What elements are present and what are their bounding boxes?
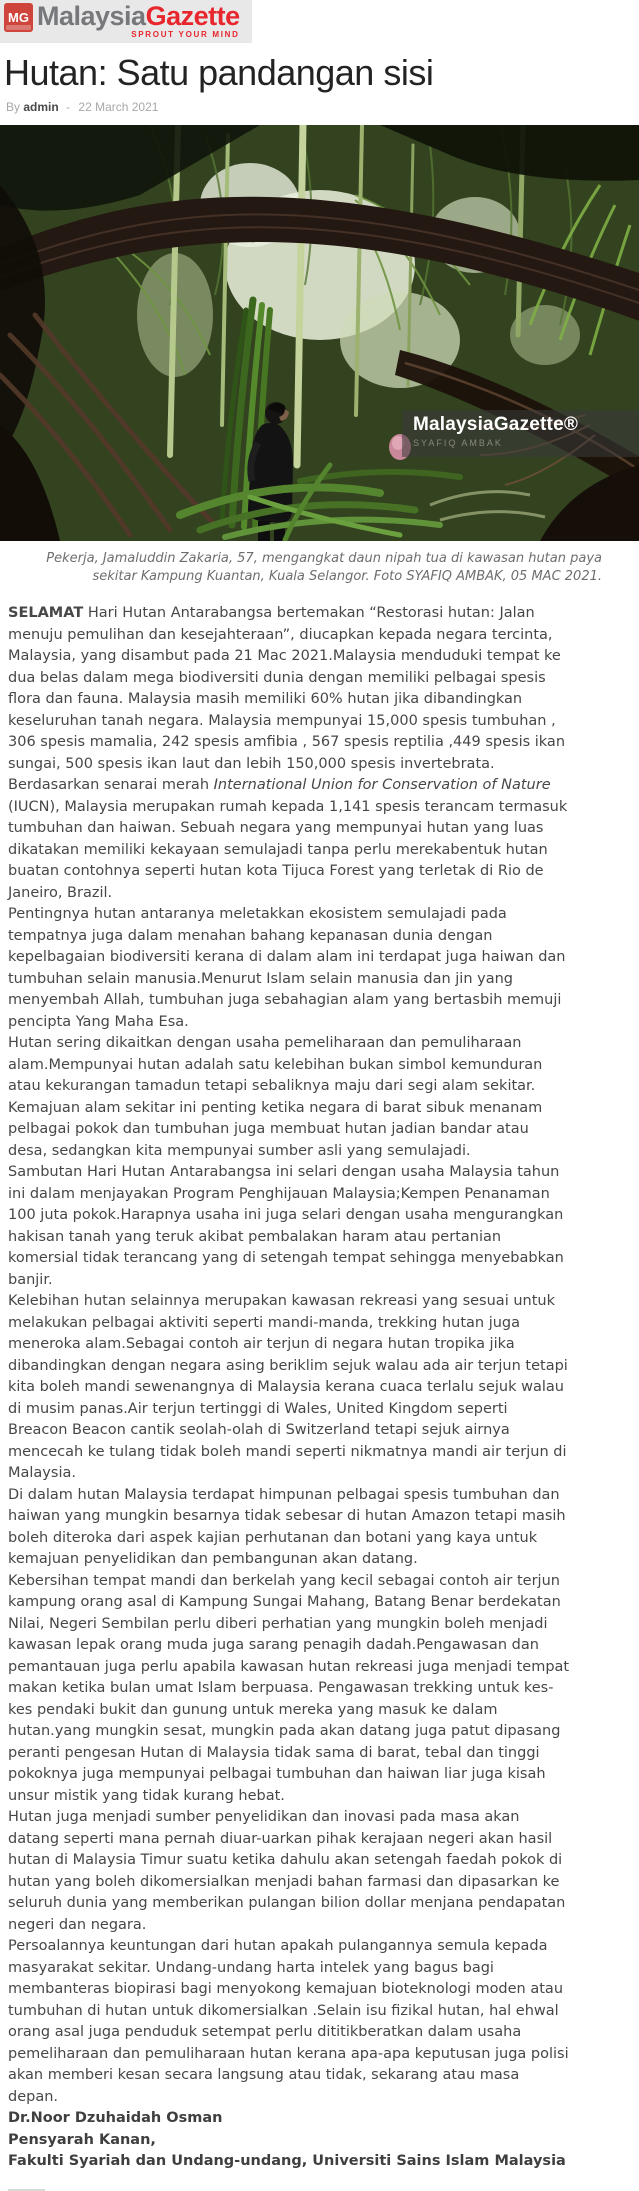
paragraph-9: Hutan juga menjadi sumber penyelidikan dan inovasi pada masa akan datang seperti mana pernah diuar-uarkan pihak kerajaan negeri akan hasil hutan di Malaysia Timur suatu ketika dahulu akan setengah faedah pokok di hutan yang boleh dikomersialkan menjadi bahan farmasi dan dipasarkan ke seluruh dunia yang memberikan pulangan bilion dollar menjana pendapatan negeri dan negara. bbox=[8, 1809, 566, 1933]
paragraph-4: Hutan sering dikaitkan dengan usaha pemeliharaan dan pemuliharaan alam.Mempunyai hutan adalah satu kelebihan bukan simbol kemunduran atau kekurangan tamadun tetapi sebaliknya maju dari segi alam sekitar. Kemajuan alam sekitar ini penting ketika negara di barat sibuk menanam pelbagai pokok dan tumbuhan juga membuat hutan jadian bandar atau desa, sedangkan kita mempunyai sumber asli yang semulajadi. bbox=[8, 1035, 543, 1159]
logo-part-malaysia: Malaysia bbox=[37, 1, 146, 31]
byline-prefix: By bbox=[6, 100, 21, 115]
byline bbox=[6, 100, 639, 114]
publish-date: 22 March 2021 bbox=[78, 100, 159, 115]
paragraph-2 bbox=[8, 775, 570, 904]
image-caption: Pekerja, Jamaluddin Zakaria, 57, mengangkat daun nipah tua di kawasan hutan paya sekitar Kampung Kuantan, Kuala Selangor. Foto SYAFIQ AMBAK, 05 MAC 2021. bbox=[46, 551, 602, 585]
author-signature-faculty: Fakulti Syariah dan Undang-undang, Universiti Sains Islam Malaysia bbox=[8, 2153, 566, 2170]
mg-logo-text: MG bbox=[8, 10, 29, 25]
paragraph-7: Di dalam hutan Malaysia terdapat himpunan pelbagai spesis tumbuhan dan haiwan yang mungkin besarnya tidak sebesar di hutan Amazon tetapi masih boleh diteroka dari aspek kajian perhutanan dan botani yang kaya untuk kemajuan penyelidikan dan pembangunan akan datang. bbox=[8, 1486, 566, 1568]
paragraph-3: Pentingnya hutan antaranya meletakkan ekosistem semulajadi pada tempatnya juga dalam menahan bahang kepanasan dunia dengan kepelbagaian biodiversiti kerana di dalam alam ini terdapat juga haiwan dan tumbuhan selain manusia.Menurut Islam selain manusia dan jin yang menyembah Allah, tumbuhan juga sebahagian alam yang bertasbih memuji pencipta Yang Maha Esa. bbox=[8, 906, 566, 1030]
paragraph-2-pre: Berdasarkan senarai merah bbox=[8, 777, 214, 794]
logo-part-gazette: Gazette bbox=[145, 1, 240, 31]
watermark-credit: SYAFIQ AMBAK bbox=[413, 438, 503, 449]
site-logo[interactable] bbox=[0, 0, 252, 43]
featured-image-figure bbox=[0, 125, 639, 586]
paragraph-6: Kelebihan hutan selainnya merupakan kawasan rekreasi yang sesuai untuk melakukan pelbagai aktiviti seperti mandi-manda, trekking hutan juga meneroka alam.Sebagai contoh air terjun di negara hutan tropika jika dibandingkan dengan negara asing beriklim sejuk walau ada air terjun tetapi kita boleh mandi sewenangnya di Malaysia kerana cuaca terlalu sejuk walau di musim panas.Air terjun tertinggi di Wales, United Kingdom seperti Breacon Beacon cantik seolah-olah di Switzerland tetapi sejuk airnya mencecah ke tulang tidak boleh mandi seperti nikmatnya mandi air terjun di Malaysia. bbox=[8, 1293, 568, 1482]
author-link[interactable]: admin bbox=[23, 100, 59, 115]
watermark-brand: MalaysiaGazette® bbox=[413, 414, 579, 436]
paragraph-10: Persoalannya keuntungan dari hutan apakah pulangannya semula kepada masyarakat sekitar. Undang-undang harta intelek yang bagus bagi membanteras biopirasi bagi menyokong kemajuan bioteknologi moden atau tumbuhan di hutan untuk dikomersialkan .Selain isu fizikal hutan, hal ehwal orang asal juga penduduk setempat perlu dititikberatkan dalam usaha pemeliharaan dan pemuliharaan hutan kerana apa-apa keputusan juga polisi akan memberi kesan secara langsung atau tidak, sekarang atau masa depan. bbox=[8, 1938, 569, 2105]
paragraph-1-text: Hari Hutan Antarabangsa bertemakan “Restorasi hutan: Jalan menuju pemulihan dan kesejahteraan”, diucapkan kepada negara tercinta, Malaysia, yang disambut pada 21 Mac 2021.Malaysia menduduki tempat ke dua belas dalam mega biodiversiti dunia dengan memiliki pelbagai spesis flora dan fauna. Malaysia masih memiliki 60% hutan jika dibandingkan keseluruhan tanah negara. Malaysia mempunyai 15,000 spesis tumbuhan , 306 spesis mamalia, 242 spesis amfibia , 567 spesis reptilia ,449 spesis ikan sungai, 500 spesis ikan laut dan lebih 150,000 spesis invertebrata. bbox=[8, 605, 566, 772]
paragraph-2-italic: International Union for Conservation of Nature bbox=[213, 777, 551, 794]
logo-tagline: SPROUT YOUR MIND bbox=[131, 30, 240, 39]
paragraph-1 bbox=[8, 603, 570, 775]
author-signature-position: Pensyarah Kanan, bbox=[8, 2131, 156, 2148]
article-title: Hutan: Satu pandangan sisi bbox=[4, 52, 434, 93]
author-signature-name: Dr.Noor Dzuhaidah Osman bbox=[8, 2110, 223, 2127]
mg-logo-icon bbox=[4, 3, 33, 32]
site-header bbox=[0, 0, 639, 114]
forest-photo-illustration bbox=[0, 125, 639, 541]
paragraph-1-lead: SELAMAT bbox=[8, 605, 84, 622]
article-body bbox=[8, 603, 570, 2173]
logo-title bbox=[37, 3, 240, 30]
paragraph-8: Kebersihan tempat mandi dan berkelah yang kecil sebagai contoh air terjun kampung orang asal di Kampung Sungai Mahang, Batang Benar berdekatan Nilai, Negeri Sembilan perlu diberi perhatian yang mungkin boleh menjadi kawasan lepak orang muda juga sarang penagih dadah.Pengawasan dan pemantauan juga perlu apabila kawasan hutan rekreasi juga menjadi tempat makan ketika bulan umat Islam berpuasa. Pengawasan trekking untuk kes-kes pendaki bukit dan gunung untuk mereka yang masuk ke dalam hutan.yang mungkin sesat, mungkin pada akan datang juga patut dipasang peranti pengesan Hutan di Malaysia tidak sama di barat, tebal dan tinggi pokoknya juga mempunyai pelbagai tumbuhan dan haiwan liar juga kisah unsur mistik yang tidak kurang hebat. bbox=[8, 1572, 570, 1804]
logo-wordmark bbox=[37, 3, 240, 39]
paragraph-2-post: (IUCN), Malaysia merupakan rumah kepada 1,141 spesis terancam termasuk tumbuhan dan haiwan. Sebuah negara yang mempunyai hutan yang luas dikatakan memiliki kekayaan semulajadi tanpa perlu merekabentuk hutan buatan contohnya seperti hutan kota Tijuca Forest yang terletak di Rio de Janeiro, Brazil. bbox=[8, 798, 568, 901]
forest-photo bbox=[0, 125, 639, 541]
byline-separator: - bbox=[66, 100, 71, 115]
paragraph-5: Sambutan Hari Hutan Antarabangsa ini selari dengan usaha Malaysia tahun ini dalam menjayakan Program Penghijauan Malaysia;Kempen Penanaman 100 juta pokok.Harapnya usaha ini juga selari dengan usaha mengurangkan hakisan tanah yang teruk akibat pembalakan haram atau pertanian komersial tidak terancang yang di setengah tempat sehingga menyebabkan banjir. bbox=[8, 1164, 564, 1288]
photo-watermark bbox=[402, 410, 639, 457]
